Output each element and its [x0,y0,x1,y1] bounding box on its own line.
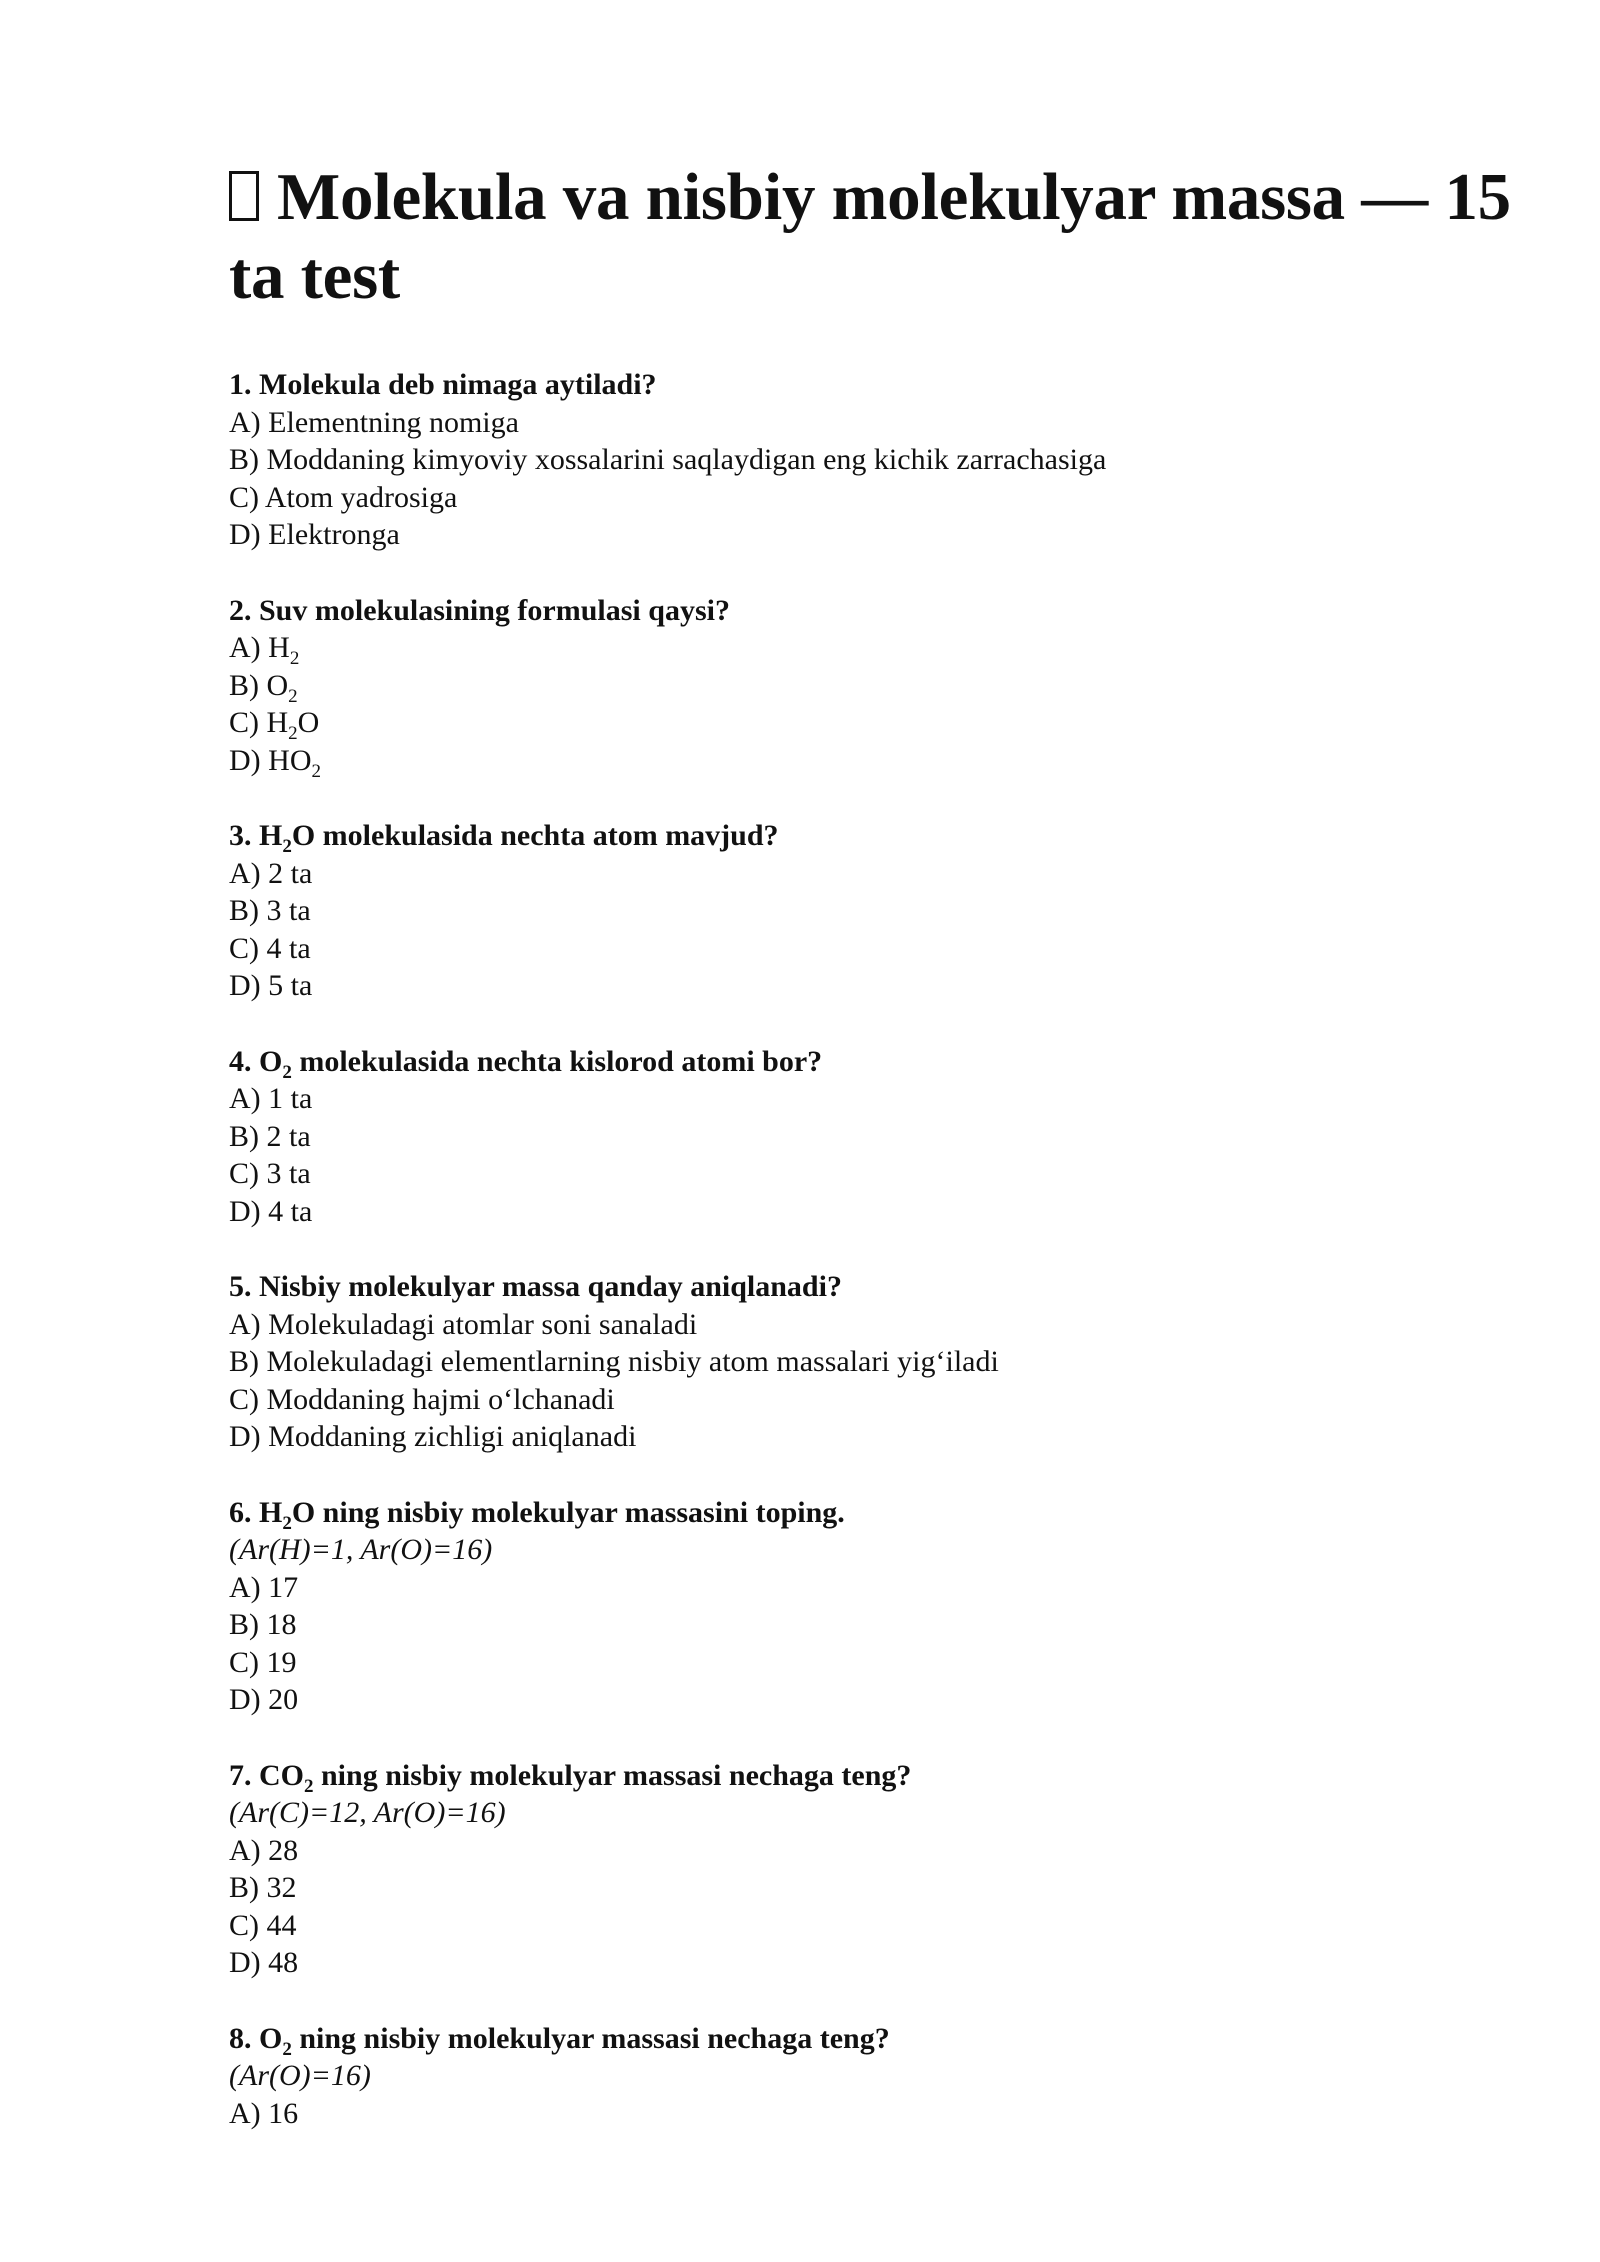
answer-option [229,441,1529,479]
answer-option [229,1569,1529,1607]
option-text: D) 5 ta [229,969,313,1002]
question-subscript: 2 [282,2038,292,2060]
answer-option [229,930,1529,968]
option-text: C) 44 [229,1908,297,1942]
option-text: D) 48 [229,1946,299,1979]
answer-option [229,1118,1529,1156]
question-text: Suv molekulasining formulasi qaysi? [259,593,730,627]
option-text: C) Moddaning hajmi o‘lchanadi [229,1382,615,1416]
question-block [229,366,1529,554]
question-block [229,592,1529,780]
answer-option [229,967,1529,1005]
question-hint: (Ar(C)=12, Ar(O)=16) [229,1796,506,1829]
question-list [229,366,1529,2132]
question-hint: (Ar(H)=1, Ar(O)=16) [229,1533,493,1566]
question-text: Molekula deb nimaga aytiladi? [259,368,657,401]
question-subscript: 2 [304,1775,314,1797]
option-text: A) Molekuladagi atomlar soni sanaladi [229,1307,698,1341]
question-hint: (Ar(O)=16) [229,2059,371,2092]
question-subscript: 2 [282,836,292,857]
option-text: D) 4 ta [229,1194,313,1228]
option-text: B) Molekuladagi elementlarning nisbiy atom massalari yig‘iladi [229,1345,999,1378]
answer-option [229,629,1529,667]
answer-option [229,742,1529,780]
option-text: A) Elementning nomiga [229,405,519,439]
answer-option [229,479,1529,517]
question-number: 6. [229,1495,259,1529]
question-block [229,2020,1529,2133]
question-text: H [259,819,283,852]
question-text [229,2020,1529,2058]
question-number: 8. [229,2021,259,2055]
option-text: B) 3 ta [229,894,311,927]
option-text: D) HO [229,743,312,777]
page-title [229,158,1529,316]
question-text [229,1268,1529,1306]
answer-option [229,1155,1529,1193]
option-text: A) 2 ta [229,856,313,890]
question-number: 4. [229,1044,259,1078]
question-number: 7. [229,1758,259,1792]
question-text [229,817,1529,855]
question-text: H [259,1495,283,1529]
option-text: A) 17 [229,1570,299,1604]
question-text [229,366,1529,404]
answer-option [229,1606,1529,1644]
answer-option [229,1193,1529,1231]
answer-option [229,1944,1529,1982]
option-subscript: 2 [288,685,298,707]
answer-option [229,855,1529,893]
question-subscript: 2 [282,1061,292,1083]
answer-option [229,1907,1529,1945]
question-number: 5. [229,1270,259,1303]
answer-option [229,1681,1529,1719]
question-text: CO [259,1758,304,1792]
question-number: 2. [229,593,259,627]
question-block [229,1494,1529,1719]
answer-option [229,704,1529,742]
option-text: C) 19 [229,1645,297,1679]
option-subscript: 2 [311,760,321,782]
option-text: A) 16 [229,2096,299,2130]
answer-option [229,404,1529,442]
question-number: 1. [229,368,259,401]
answer-option [229,1644,1529,1682]
question-text: O molekulasida nechta atom mavjud? [291,819,779,852]
question-text: ning nisbiy molekulyar massasi nechaga teng? [291,2021,890,2055]
option-text: A) H [229,631,290,664]
answer-option [229,516,1529,554]
option-text: B) 18 [229,1608,297,1641]
question-text: ning nisbiy molekulyar massasi nechaga teng? [313,1758,912,1792]
option-text: O [297,706,320,739]
question-block [229,1043,1529,1231]
question-text [229,592,1529,630]
answer-option [229,1306,1529,1344]
question-subscript: 2 [282,1512,292,1534]
option-text: B) 32 [229,1871,297,1904]
option-subscript: 2 [289,648,300,669]
option-text: B) O [229,668,289,702]
question-block [229,817,1529,1005]
answer-option [229,1832,1529,1870]
answer-option [229,1343,1529,1381]
option-text: D) 20 [229,1683,299,1716]
question-text: O [259,1044,283,1078]
question-text: O [259,2021,283,2055]
answer-option [229,1869,1529,1907]
option-text: A) 1 ta [229,1082,313,1115]
option-text: D) Elektronga [229,518,400,551]
answer-option [229,1418,1529,1456]
question-text: O ning nisbiy molekulyar massasini toping. [291,1495,845,1529]
option-text: A) 28 [229,1833,299,1867]
option-text: C) Atom yadrosiga [229,480,458,514]
page-title-text: Molekula va nisbiy molekulyar massa — 15 ta test [229,160,1511,313]
option-text: B) 2 ta [229,1119,311,1153]
question-text: Nisbiy molekulyar massa qanday aniqlanadi? [259,1270,842,1303]
answer-option [229,667,1529,705]
option-text: C) 3 ta [229,1157,311,1190]
question-block [229,1757,1529,1982]
option-text: B) Moddaning kimyoviy xossalarini saqlaydigan eng kichik zarrachasiga [229,443,1107,476]
question-text [229,1494,1529,1532]
answer-option [229,1080,1529,1118]
question-text: molekulasida nechta kislorod atomi bor? [291,1044,823,1078]
unknown-glyph-icon [229,171,259,221]
question-block [229,1268,1529,1456]
option-text: C) 4 ta [229,931,311,965]
option-text: D) Moddaning zichligi aniqlanadi [229,1420,637,1453]
answer-option [229,1381,1529,1419]
question-text [229,1757,1529,1795]
question-number: 3. [229,819,259,852]
question-text [229,1043,1529,1081]
answer-option [229,892,1529,930]
option-text: C) H [229,706,289,739]
answer-option [229,2095,1529,2133]
option-subscript: 2 [288,723,298,744]
document-content [229,158,1529,2170]
